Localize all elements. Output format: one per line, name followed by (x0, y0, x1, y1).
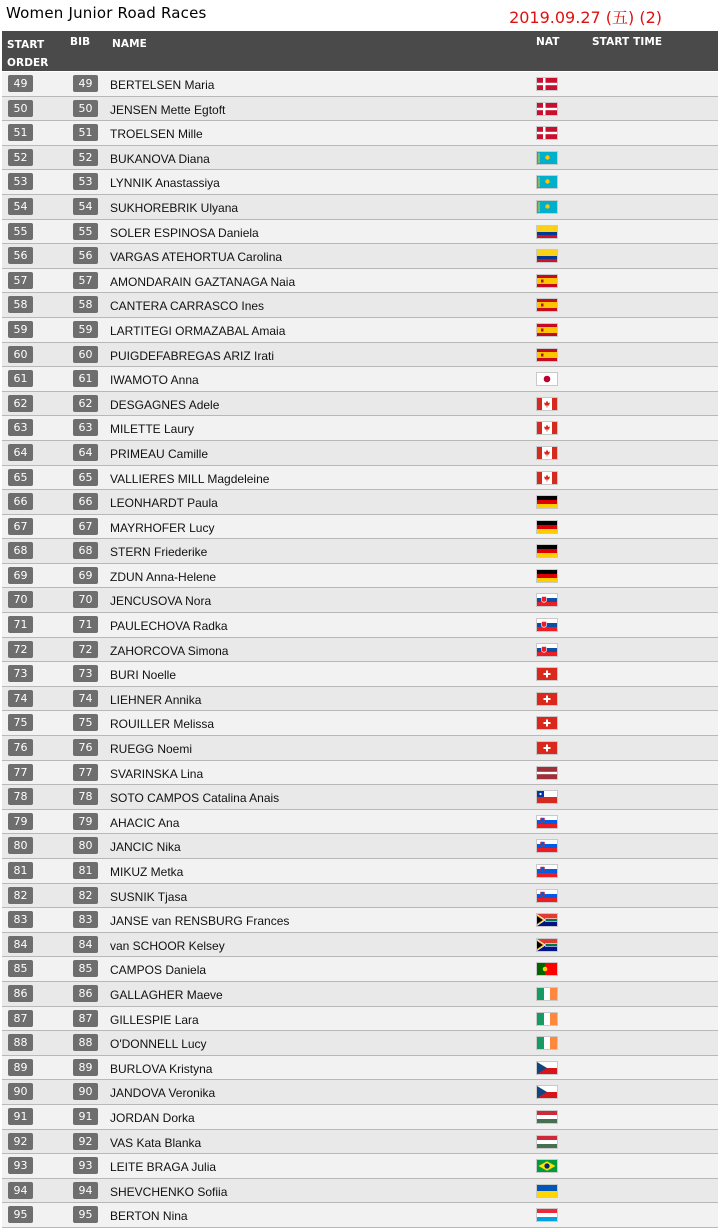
start-order-badge: 80 (8, 837, 33, 854)
table-row (2, 441, 718, 466)
start-order-badge: 76 (8, 739, 33, 756)
germany-flag (536, 495, 558, 509)
rider-name: VARGAS ATEHORTUA Carolina (110, 250, 283, 265)
rider-name: LEONHARDT Paula (110, 496, 218, 511)
start-order-badge: 49 (8, 75, 33, 92)
start-order-badge: 52 (8, 149, 33, 166)
start-order-badge: 79 (8, 813, 33, 830)
start-order-badge: 68 (8, 542, 33, 559)
rider-name: MILETTE Laury (110, 422, 195, 437)
rider-name: ZAHORCOVA Simona (110, 643, 229, 658)
rider-name: GILLESPIE Lara (110, 1012, 199, 1027)
switzerland-flag (536, 716, 558, 730)
bib-badge: 92 (73, 1133, 98, 1150)
spain-flag (536, 274, 558, 288)
ukraine-flag (536, 1184, 558, 1198)
bib-badge: 84 (73, 936, 98, 953)
denmark-flag (536, 126, 558, 140)
switzerland-flag (536, 667, 558, 681)
start-order-badge: 65 (8, 469, 33, 486)
bib-badge: 58 (73, 296, 98, 313)
slovenia-flag (536, 889, 558, 903)
hungary-flag (536, 1135, 558, 1149)
table-row (2, 392, 718, 417)
table-row (2, 1080, 718, 1105)
rider-name: LIEHNER Annika (110, 692, 202, 707)
table-row (2, 736, 718, 761)
start-order-badge: 85 (8, 960, 33, 977)
table-row (2, 195, 718, 220)
start-order-badge: 72 (8, 641, 33, 658)
table-row (2, 908, 718, 933)
bib-badge: 51 (73, 124, 98, 141)
table-row (2, 834, 718, 859)
bib-badge: 65 (73, 469, 98, 486)
japan-flag (536, 372, 558, 386)
bib-badge: 86 (73, 985, 98, 1002)
canada-flag (536, 446, 558, 460)
table-row (2, 662, 718, 687)
table-row (2, 711, 718, 736)
slovakia-flag (536, 618, 558, 632)
start-order-badge: 93 (8, 1157, 33, 1174)
rider-name: TROELSEN Mille (110, 127, 203, 142)
table-row (2, 293, 718, 318)
bib-badge: 67 (73, 518, 98, 535)
bib-badge: 77 (73, 764, 98, 781)
rider-name: MAYRHOFER Lucy (110, 520, 215, 535)
bib-badge: 76 (73, 739, 98, 756)
table-row (2, 146, 718, 171)
table-row (2, 170, 718, 195)
spain-flag (536, 348, 558, 362)
table-row (2, 1056, 718, 1081)
table-row (2, 416, 718, 441)
bib-badge: 88 (73, 1034, 98, 1051)
rider-name: BURLOVA Kristyna (110, 1061, 213, 1076)
table-header (2, 31, 718, 71)
table-row (2, 244, 718, 269)
table-row (2, 564, 718, 589)
start-order-badge: 77 (8, 764, 33, 781)
start-order-badge: 71 (8, 616, 33, 633)
switzerland-flag (536, 692, 558, 706)
start-order-badge: 70 (8, 591, 33, 608)
south-africa-flag (536, 913, 558, 927)
bib-badge: 56 (73, 247, 98, 264)
bib-badge: 52 (73, 149, 98, 166)
bib-badge: 75 (73, 714, 98, 731)
bib-badge: 69 (73, 567, 98, 584)
start-order-badge: 55 (8, 223, 33, 240)
rider-name: BURI Noelle (110, 668, 177, 683)
slovenia-flag (536, 839, 558, 853)
germany-flag (536, 569, 558, 583)
bib-badge: 95 (73, 1206, 98, 1223)
portugal-flag (536, 962, 558, 976)
table-row (2, 318, 718, 343)
rider-name: SOLER ESPINOSA Daniela (110, 225, 259, 240)
rider-name: VALLIERES MILL Magdeleine (110, 471, 270, 486)
start-order-badge: 75 (8, 714, 33, 731)
start-order-badge: 63 (8, 419, 33, 436)
table-row (2, 269, 718, 294)
rider-name: DESGAGNES Adele (110, 397, 220, 412)
start-order-badge: 92 (8, 1133, 33, 1150)
table-row (2, 343, 718, 368)
rider-name: BERTON Nina (110, 1209, 188, 1224)
colombia-flag (536, 249, 558, 263)
start-order-badge: 94 (8, 1182, 33, 1199)
table-row (2, 933, 718, 958)
rider-name: LEITE BRAGA Julia (110, 1160, 217, 1175)
table-row (2, 121, 718, 146)
start-order-badge: 60 (8, 346, 33, 363)
header-start-order: START ORDER (7, 39, 49, 69)
bib-badge: 68 (73, 542, 98, 559)
bib-badge: 66 (73, 493, 98, 510)
start-order-badge: 53 (8, 173, 33, 190)
start-order-badge: 66 (8, 493, 33, 510)
start-order-badge: 86 (8, 985, 33, 1002)
germany-flag (536, 544, 558, 558)
germany-flag (536, 520, 558, 534)
start-order-badge: 58 (8, 296, 33, 313)
rider-name: SOTO CAMPOS Catalina Anais (110, 791, 280, 806)
chile-flag (536, 790, 558, 804)
czech-flag (536, 1061, 558, 1075)
rider-name: BERTELSEN Maria (110, 78, 215, 92)
header-name: NAME (112, 38, 147, 50)
bib-badge: 73 (73, 665, 98, 682)
rider-name: MIKUZ Metka (110, 865, 184, 879)
rider-name: JORDAN Dorka (110, 1110, 195, 1125)
south-africa-flag (536, 938, 558, 952)
rider-name: LYNNIK Anastassiya (110, 176, 220, 191)
slovenia-flag (536, 815, 558, 829)
table-row (2, 588, 718, 613)
start-order-badge: 84 (8, 936, 33, 953)
bib-badge: 60 (73, 346, 98, 363)
ireland-flag (536, 1012, 558, 1026)
table-row (2, 785, 718, 810)
luxembourg-flag (536, 1208, 558, 1222)
rider-name: JANSE van RENSBURG Frances (110, 914, 290, 929)
bib-badge: 91 (73, 1108, 98, 1125)
kazakhstan-flag (536, 200, 558, 214)
bib-badge: 54 (73, 198, 98, 215)
start-order-badge: 95 (8, 1206, 33, 1223)
header-start-time: START TIME (592, 36, 663, 48)
bib-badge: 82 (73, 887, 98, 904)
header-bib: BIB (70, 36, 91, 48)
start-list-table (2, 72, 718, 1228)
start-order-badge: 62 (8, 395, 33, 412)
start-order-badge: 83 (8, 911, 33, 928)
bib-badge: 79 (73, 813, 98, 830)
start-order-badge: 61 (8, 370, 33, 387)
slovakia-flag (536, 643, 558, 657)
denmark-flag (536, 102, 558, 116)
bib-badge: 59 (73, 321, 98, 338)
table-row (2, 957, 718, 982)
start-order-badge: 74 (8, 690, 33, 707)
rider-name: JENSEN Mette Egtoft (110, 102, 226, 117)
bib-badge: 64 (73, 444, 98, 461)
bib-badge: 94 (73, 1182, 98, 1199)
table-row (2, 1130, 718, 1155)
start-order-badge: 64 (8, 444, 33, 461)
rider-name: PRIMEAU Camille (110, 446, 209, 461)
rider-name: JANDOVA Veronika (110, 1086, 216, 1101)
rider-name: JENCUSOVA Nora (110, 594, 212, 609)
rider-name: SUSNIK Tjasa (110, 889, 188, 904)
spain-flag (536, 298, 558, 312)
table-row (2, 687, 718, 712)
rider-name: PAULECHOVA Radka (110, 619, 228, 634)
start-order-badge: 82 (8, 887, 33, 904)
start-order-badge: 69 (8, 567, 33, 584)
start-order-badge: 67 (8, 518, 33, 535)
rider-name: SVARINSKA Lina (110, 766, 204, 781)
rider-name: IWAMOTO Anna (110, 373, 199, 388)
bib-badge: 50 (73, 100, 98, 117)
start-order-badge: 87 (8, 1010, 33, 1027)
rider-name: AMONDARAIN GAZTANAGA Naia (110, 274, 296, 289)
table-row (2, 1203, 718, 1228)
start-order-badge: 78 (8, 788, 33, 805)
rider-name: CANTERA CARRASCO Ines (110, 299, 265, 314)
rider-name: PUIGDEFABREGAS ARIZ Irati (110, 348, 275, 363)
table-row (2, 859, 718, 884)
canada-flag (536, 471, 558, 485)
brazil-flag (536, 1159, 558, 1173)
start-order-badge: 59 (8, 321, 33, 338)
bib-badge: 49 (73, 75, 98, 92)
ireland-flag (536, 1036, 558, 1050)
slovenia-flag (536, 864, 558, 878)
table-row (2, 466, 718, 491)
bib-badge: 70 (73, 591, 98, 608)
rider-name: O'DONNELL Lucy (110, 1037, 207, 1052)
bib-badge: 72 (73, 641, 98, 658)
latvia-flag (536, 766, 558, 780)
table-row (2, 515, 718, 540)
rider-name: VAS Kata Blanka (110, 1135, 202, 1150)
start-order-badge: 51 (8, 124, 33, 141)
bib-badge: 83 (73, 911, 98, 928)
rider-name: LARTITEGI ORMAZABAL Amaia (110, 323, 286, 338)
hungary-flag (536, 1110, 558, 1124)
slovakia-flag (536, 593, 558, 607)
canada-flag (536, 421, 558, 435)
czech-flag (536, 1085, 558, 1099)
bib-badge: 53 (73, 173, 98, 190)
table-row (2, 884, 718, 909)
colombia-flag (536, 225, 558, 239)
start-order-badge: 90 (8, 1083, 33, 1100)
bib-badge: 89 (73, 1059, 98, 1076)
kazakhstan-flag (536, 151, 558, 165)
rider-name: RUEGG Noemi (110, 742, 193, 757)
bib-badge: 57 (73, 272, 98, 289)
start-order-badge: 91 (8, 1108, 33, 1125)
switzerland-flag (536, 741, 558, 755)
bib-badge: 74 (73, 690, 98, 707)
spain-flag (536, 323, 558, 337)
bib-badge: 63 (73, 419, 98, 436)
date-annotation: 2019.09.27 (五) (2) (509, 8, 662, 27)
start-order-badge: 57 (8, 272, 33, 289)
kazakhstan-flag (536, 175, 558, 189)
bib-badge: 55 (73, 223, 98, 240)
table-row (2, 1007, 718, 1032)
rider-name: ROUILLER Melissa (110, 717, 215, 732)
start-order-badge: 73 (8, 665, 33, 682)
bib-badge: 81 (73, 862, 98, 879)
rider-name: STERN Friederike (110, 545, 208, 560)
table-row (2, 490, 718, 515)
rider-name: AHACIC Ana (110, 815, 180, 830)
rider-name: CAMPOS Daniela (110, 963, 207, 978)
canada-flag (536, 397, 558, 411)
bib-badge: 71 (73, 616, 98, 633)
table-row (2, 220, 718, 245)
header-nat: NAT (536, 36, 560, 48)
table-row (2, 761, 718, 786)
table-row (2, 97, 718, 122)
bib-badge: 85 (73, 960, 98, 977)
bib-badge: 78 (73, 788, 98, 805)
rider-name: van SCHOOR Kelsey (110, 938, 225, 953)
start-order-badge: 54 (8, 198, 33, 215)
start-order-badge: 88 (8, 1034, 33, 1051)
start-order-badge: 56 (8, 247, 33, 264)
rider-name: SUKHOREBRIK Ulyana (110, 200, 239, 215)
rider-name: BUKANOVA Diana (110, 151, 210, 166)
bib-badge: 62 (73, 395, 98, 412)
table-row (2, 1105, 718, 1130)
start-order-badge: 89 (8, 1059, 33, 1076)
start-order-badge: 81 (8, 862, 33, 879)
table-row (2, 638, 718, 663)
bib-badge: 93 (73, 1157, 98, 1174)
page-title: Women Junior Road Races (6, 4, 207, 22)
table-row (2, 367, 718, 392)
table-row (2, 1154, 718, 1179)
table-row (2, 72, 718, 97)
table-row (2, 1031, 718, 1056)
ireland-flag (536, 987, 558, 1001)
table-row (2, 539, 718, 564)
rider-name: GALLAGHER Maeve (110, 987, 223, 1002)
table-row (2, 613, 718, 638)
table-row (2, 982, 718, 1007)
rider-name: JANCIC Nika (110, 840, 181, 855)
table-row (2, 810, 718, 835)
denmark-flag (536, 77, 558, 91)
rider-name: SHEVCHENKO Sofiia (110, 1184, 228, 1199)
bib-badge: 80 (73, 837, 98, 854)
bib-badge: 90 (73, 1083, 98, 1100)
rider-name: ZDUN Anna-Helene (110, 569, 217, 584)
table-row (2, 1179, 718, 1204)
start-order-badge: 50 (8, 100, 33, 117)
bib-badge: 87 (73, 1010, 98, 1027)
bib-badge: 61 (73, 370, 98, 387)
